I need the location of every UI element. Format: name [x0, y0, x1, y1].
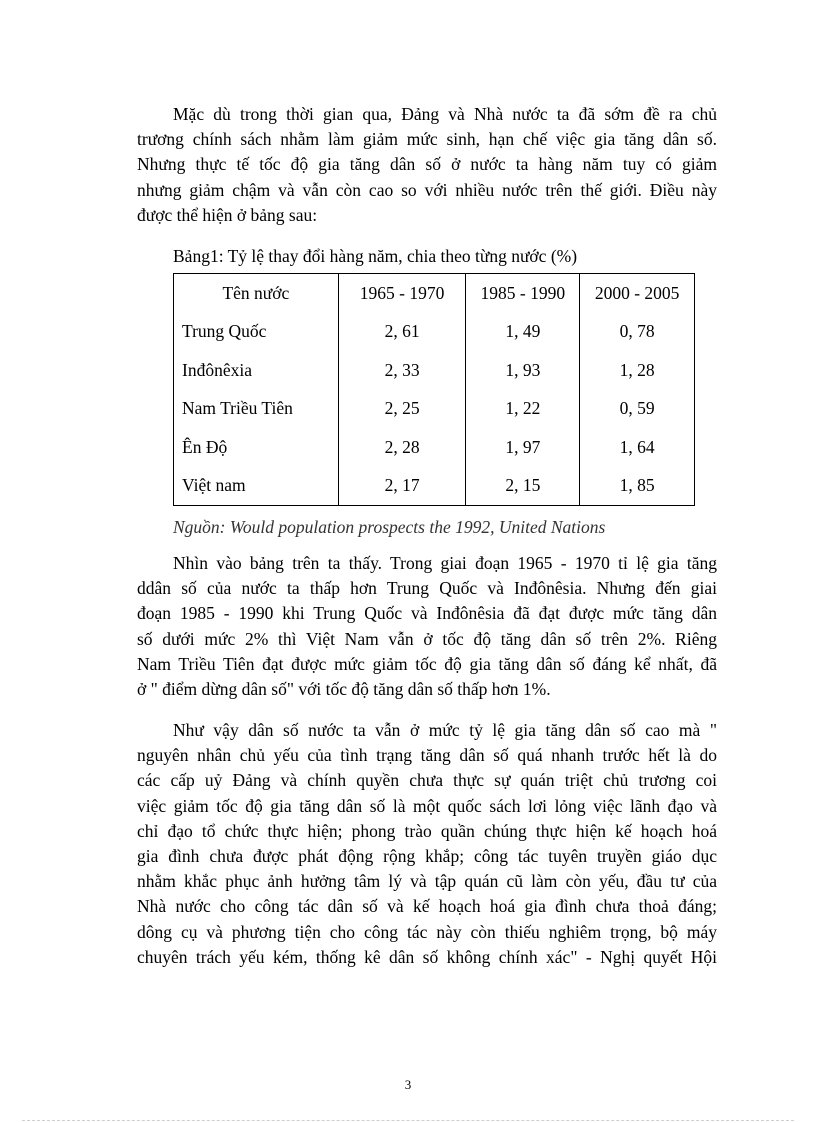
page-bottom-divider	[22, 1120, 794, 1121]
page-number: 3	[404, 1077, 412, 1092]
country-cell: Trung Quốc	[174, 313, 339, 352]
country-cell: Việt nam	[174, 467, 339, 506]
text-line: nhưng giảm chậm và vẫn còn cao so với nhiều nước trên thế giới. Điều này	[137, 179, 717, 200]
text-line: Nhìn vào bảng trên ta thấy. Trong giai đoạn 1965 - 1970 tỉ lệ gia tăng	[173, 553, 717, 573]
text-line: đoạn 1985 - 1990 khi Trung Quốc và Inđônêsia đã đạt được mức tăng dân	[137, 603, 717, 624]
value-cell: 2, 15	[466, 467, 580, 506]
table-row	[174, 351, 695, 390]
value-cell: 2, 25	[338, 390, 466, 429]
value-cell: 1, 85	[580, 467, 695, 506]
text-line: số dưới mức 2% thì Việt Nam vẫn ở tốc độ tăng dân số trên 2%. Riêng	[137, 628, 717, 649]
text-line: Như vậy dân số nước ta vẫn ở mức tỷ lệ gia tăng dân số cao mà "	[173, 720, 717, 740]
table-row	[174, 313, 695, 352]
country-cell: Ên Độ	[174, 428, 339, 467]
country-cell: Nam Triều Tiên	[174, 390, 339, 429]
value-cell: 0, 78	[580, 313, 695, 352]
text-line: được thể hiện ở bảng sau:	[137, 204, 318, 225]
header-period-1965-1970: 1965 - 1970	[338, 274, 466, 313]
header-period-1985-1990: 1985 - 1990	[466, 274, 580, 313]
value-cell: 2, 33	[338, 351, 466, 390]
conclusion-paragraph	[137, 718, 717, 970]
table-row	[174, 390, 695, 429]
intro-paragraph	[137, 102, 717, 228]
text-line: dông cụ và phương tiện cho công tác này còn thiếu nghiêm trọng, bộ máy	[137, 921, 717, 942]
value-cell: 0, 59	[580, 390, 695, 429]
analysis-paragraph	[137, 551, 717, 702]
text-line: các cấp uỷ Đảng và chính quyền chưa thực sự quán triệt chủ trương coi	[137, 770, 717, 791]
text-line: nguyên nhân chủ yếu của tình trạng tăng dân số quá nhanh trước hết là do	[137, 745, 717, 766]
text-line: trương chính sách nhằm làm giảm mức sinh, hạn chế việc gia tăng dân số.	[137, 129, 717, 150]
table-caption: Bảng1: Tỷ lệ thay đổi hàng năm, chia theo từng nước (%)	[173, 246, 578, 266]
population-growth-table	[173, 273, 695, 506]
table-source-note: Nguồn: Would population prospects the 1992, United Nations	[173, 517, 606, 537]
text-line: ddân số của nước ta thấp hơn Trung Quốc và Inđônêsia. Nhưng đến giai	[137, 578, 717, 599]
value-cell: 1, 22	[466, 390, 580, 429]
text-line: Mặc dù trong thời gian qua, Đảng và Nhà nước ta đã sớm đề ra chủ	[173, 104, 717, 124]
table-header-row	[174, 274, 695, 313]
value-cell: 2, 28	[338, 428, 466, 467]
text-line: chuyên trách yếu kém, thống kê dân số không chính xác" - Nghị quyết Hội	[137, 946, 717, 967]
value-cell: 1, 64	[580, 428, 695, 467]
value-cell: 2, 61	[338, 313, 466, 352]
text-line: Nam Triều Tiên đạt được mức giảm tốc độ gia tăng dân số đáng kể nhất, đã	[137, 653, 717, 674]
text-line: Nhưng thực tế tốc độ gia tăng dân số ở nước ta hàng năm tuy có giảm	[137, 154, 717, 175]
table-row	[174, 428, 695, 467]
header-period-2000-2005: 2000 - 2005	[580, 274, 695, 313]
text-line: nhằm khắc phục ảnh hưởng tâm lý và tập quán cũ làm còn yếu, đầu tư của	[137, 871, 717, 892]
text-line: ở " điểm dừng dân số" với tốc độ tăng dân số thấp hơn 1%.	[137, 679, 551, 700]
value-cell: 1, 49	[466, 313, 580, 352]
value-cell: 1, 28	[580, 351, 695, 390]
country-cell: Inđônêxia	[174, 351, 339, 390]
text-line: gia đình chưa được phát động rộng khắp; công tác tuyên truyền giáo dục	[137, 846, 717, 867]
text-line: Nhà nước cho công tác dân số và kế hoạch hoá gia đình chưa thoả đáng;	[137, 896, 717, 917]
value-cell: 1, 93	[466, 351, 580, 390]
value-cell: 2, 17	[338, 467, 466, 506]
text-line: việc giảm tốc độ gia tăng dân số là một quốc sách lơi lỏng việc lãnh đạo và	[137, 795, 717, 816]
text-line: chỉ đạo tổ chức thực hiện; phong trào quần chúng thực hiện kế hoạch hoá	[137, 820, 717, 841]
value-cell: 1, 97	[466, 428, 580, 467]
header-country: Tên nước	[174, 274, 339, 313]
table-row	[174, 467, 695, 506]
